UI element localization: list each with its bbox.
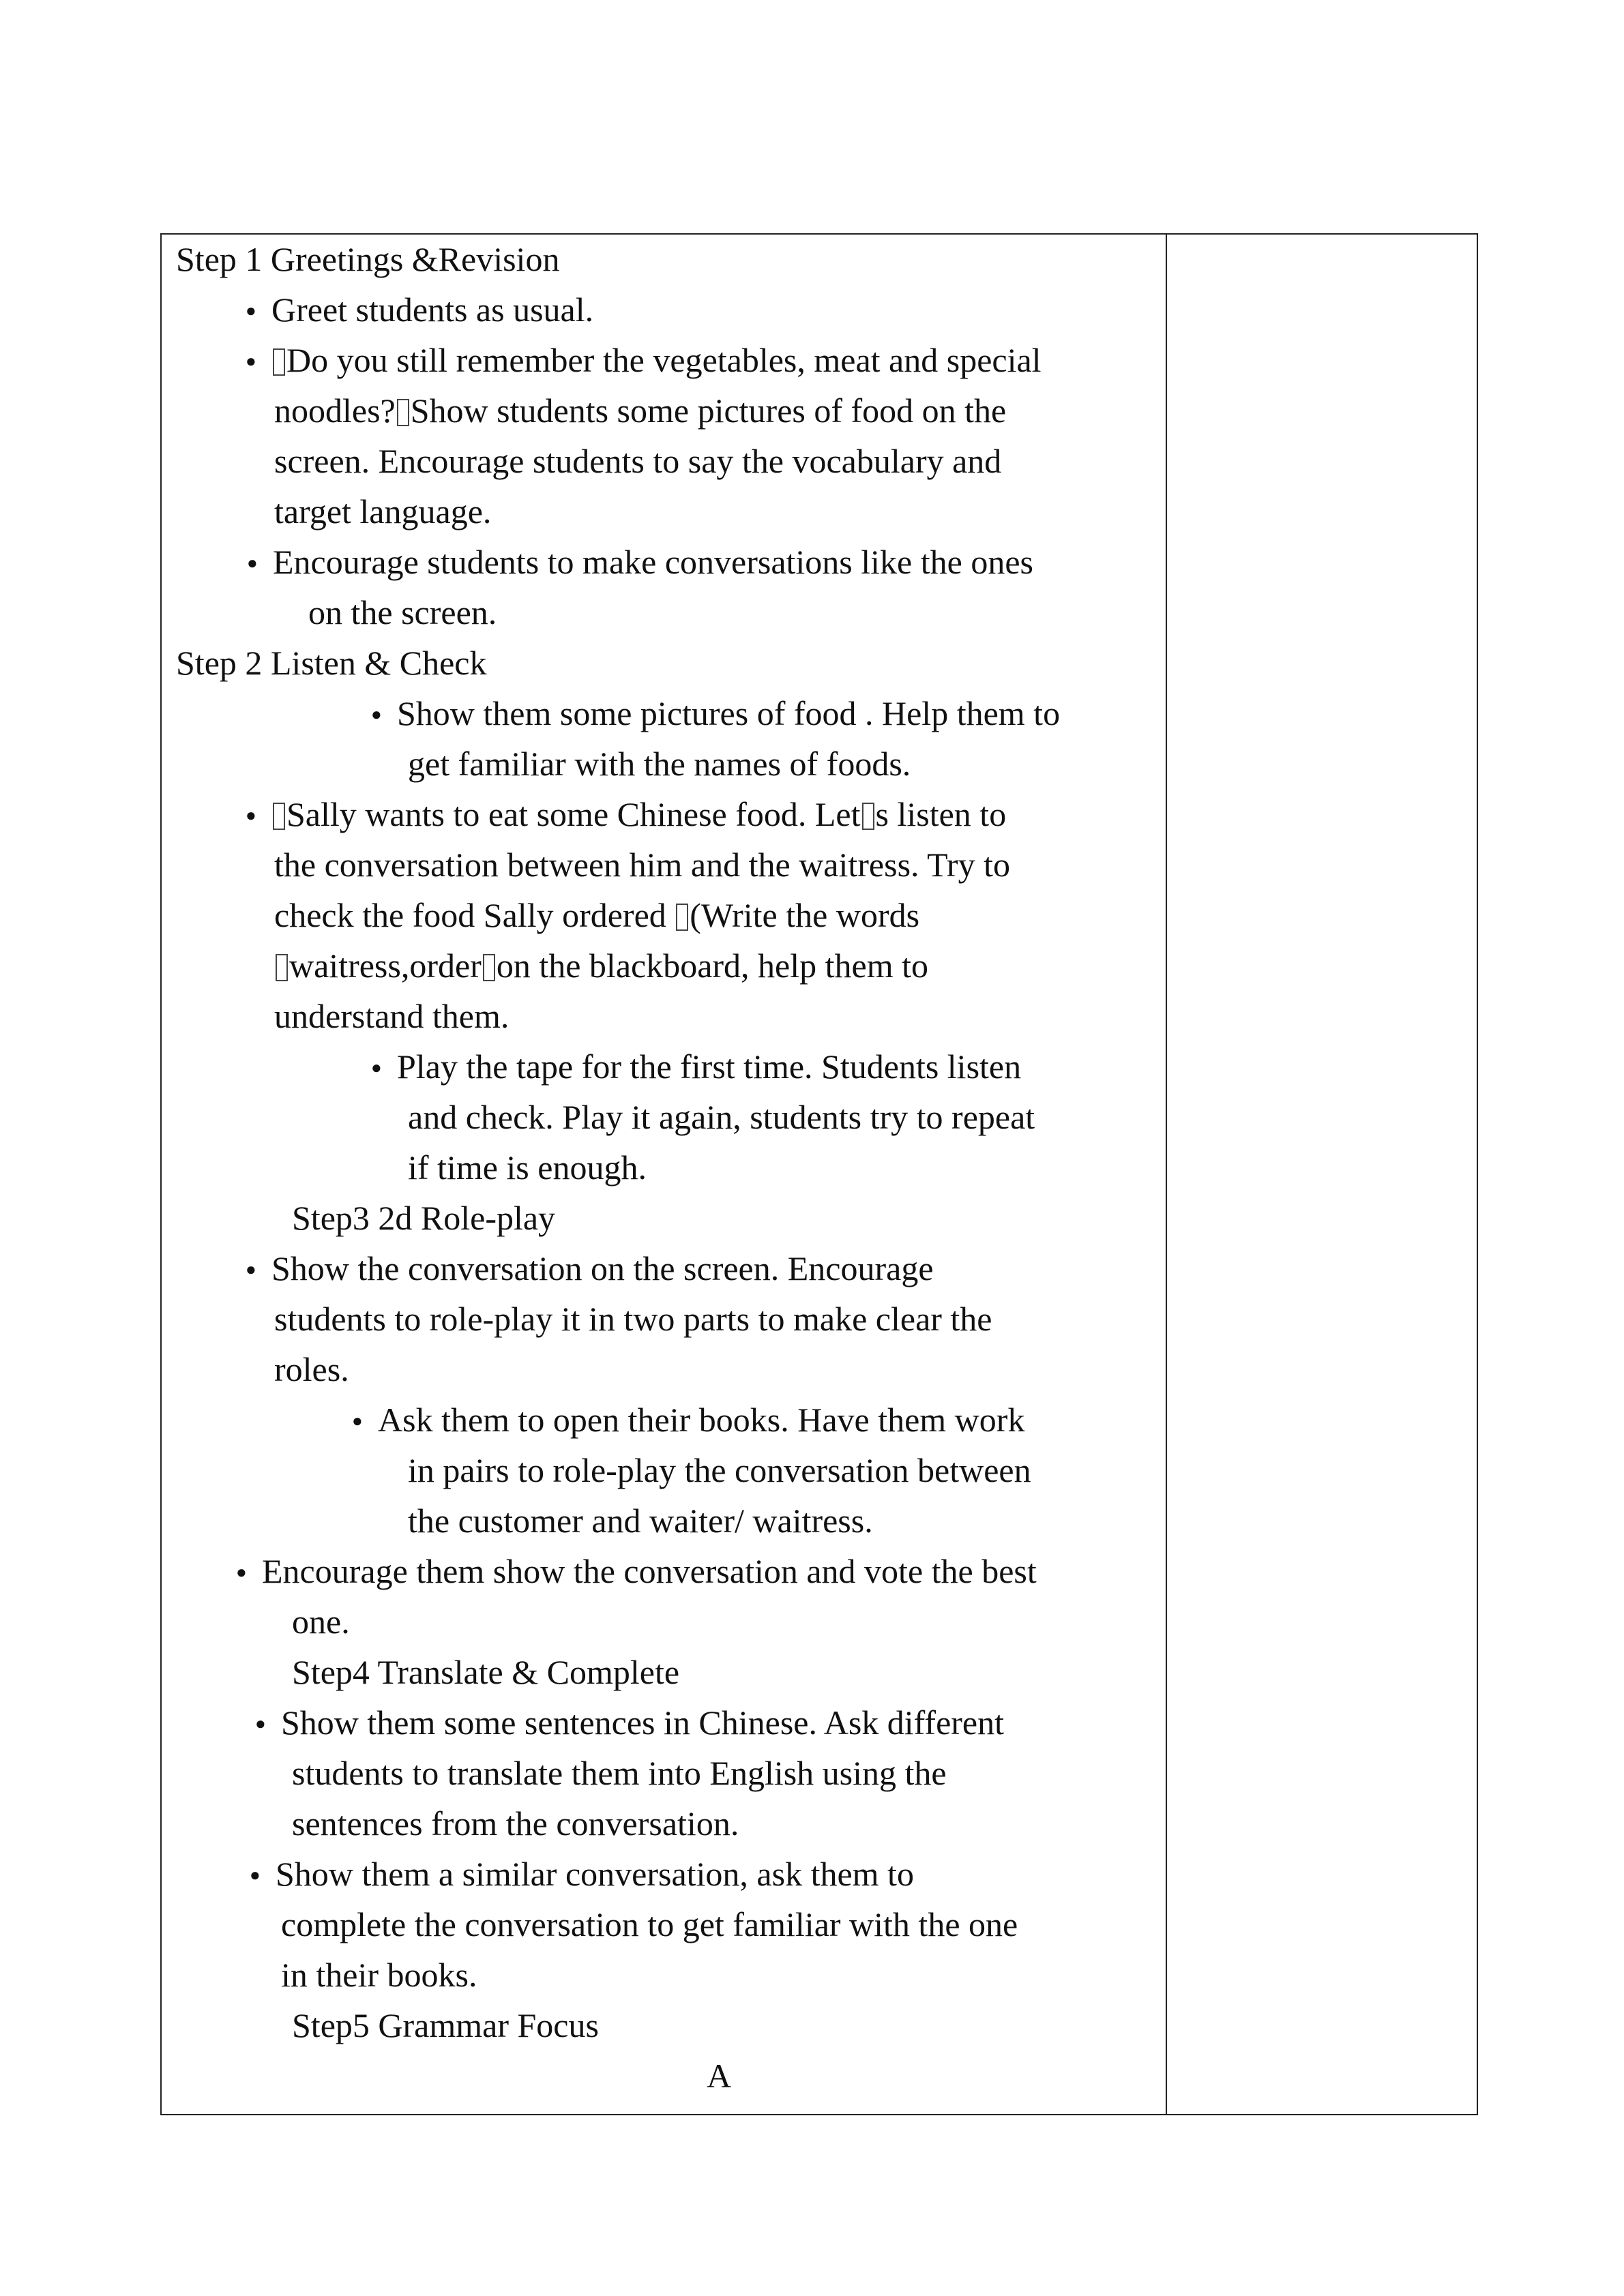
- step4-bullet-1-line1: ● Show them some sentences in Chinese. Ask different: [281, 1702, 1004, 1743]
- step5-trailing-text: A: [707, 2057, 732, 2095]
- step4-bullet-1-line3: sentences from the conversation.: [292, 1804, 739, 1843]
- step1-bullet-1: ● Greet students as usual.: [271, 289, 593, 330]
- step2-bullet-2-line4: waitress,order on the blackboard, help them to: [274, 945, 928, 986]
- step3-bullet-3-line2: one.: [292, 1602, 350, 1641]
- step2-bullet-2-line1: ● Sally wants to eat some Chinese food. Let s listen to: [271, 794, 1006, 835]
- step4-bullet-2-line3: in their books.: [281, 1956, 477, 1994]
- step2-heading: Step 2 Listen & Check: [176, 644, 487, 682]
- step1-heading: Step 1 Greetings &Revision: [176, 240, 560, 278]
- step2-bullet-3-line1: ● Play the tape for the first time. Students listen: [397, 1046, 1021, 1087]
- missing-glyph-box: [397, 399, 409, 426]
- step4-heading: Step4 Translate & Complete: [292, 1653, 680, 1691]
- step3-bullet-2-line3: the customer and waiter/ waitress.: [408, 1502, 873, 1540]
- step2-bullet-2-line2: the conversation between him and the waitress. Try to: [274, 846, 1010, 884]
- step4-bullet-1-line2: students to translate them into English using the: [292, 1754, 947, 1792]
- missing-glyph-box: [273, 348, 285, 376]
- step2-bullet-2-line5: understand them.: [274, 997, 510, 1035]
- step4-bullet-2-line1: ● Show them a similar conversation, ask them to: [276, 1853, 914, 1894]
- step2-bullet-3-line3: if time is enough.: [408, 1148, 647, 1187]
- step3-bullet-1-line1: ● Show the conversation on the screen. Encourage: [271, 1248, 934, 1289]
- step3-heading: Step3 2d Role-play: [292, 1199, 556, 1237]
- missing-glyph-box: [276, 954, 288, 981]
- step3-bullet-1-line2: students to role-play it in two parts to make clear the: [274, 1300, 992, 1338]
- step3-bullet-2-line1: ● Ask them to open their books. Have them work: [378, 1399, 1024, 1440]
- step3-bullet-1-line3: roles.: [274, 1350, 349, 1388]
- missing-glyph-box: [862, 803, 874, 830]
- step1-bullet-3-line2: on the screen.: [308, 593, 497, 631]
- missing-glyph-box: [273, 803, 285, 830]
- step1-bullet-2-line4: target language.: [274, 492, 492, 531]
- step3-bullet-3-line1: ● Encourage them show the conversation and vote the best: [262, 1551, 1037, 1592]
- missing-glyph-box: [676, 904, 688, 931]
- column-divider: [1166, 235, 1167, 2114]
- step4-bullet-2-line2: complete the conversation to get familiar with the one: [281, 1905, 1018, 1943]
- step1-bullet-2-line3: screen. Encourage students to say the vocabulary and: [274, 442, 1002, 480]
- step3-bullet-2-line2: in pairs to role-play the conversation between: [408, 1451, 1031, 1489]
- step2-bullet-1-line1: ● Show them some pictures of food . Help them to: [397, 693, 1060, 734]
- step2-bullet-1-line2: get familiar with the names of foods.: [408, 745, 911, 783]
- step2-bullet-3-line2: and check. Play it again, students try to repeat: [408, 1098, 1035, 1136]
- step1-bullet-2-line1: ● Do you still remember the vegetables, meat and special: [271, 340, 1042, 381]
- missing-glyph-box: [483, 954, 495, 981]
- step1-bullet-2-line2: noodles? Show students some pictures of food on the: [274, 391, 1007, 430]
- step1-bullet-3-line1: ● Encourage students to make conversations like the ones: [273, 541, 1033, 582]
- step2-bullet-2-line3: check the food Sally ordered (Write the words: [274, 896, 920, 934]
- step5-heading: Step5 Grammar Focus: [292, 2006, 599, 2044]
